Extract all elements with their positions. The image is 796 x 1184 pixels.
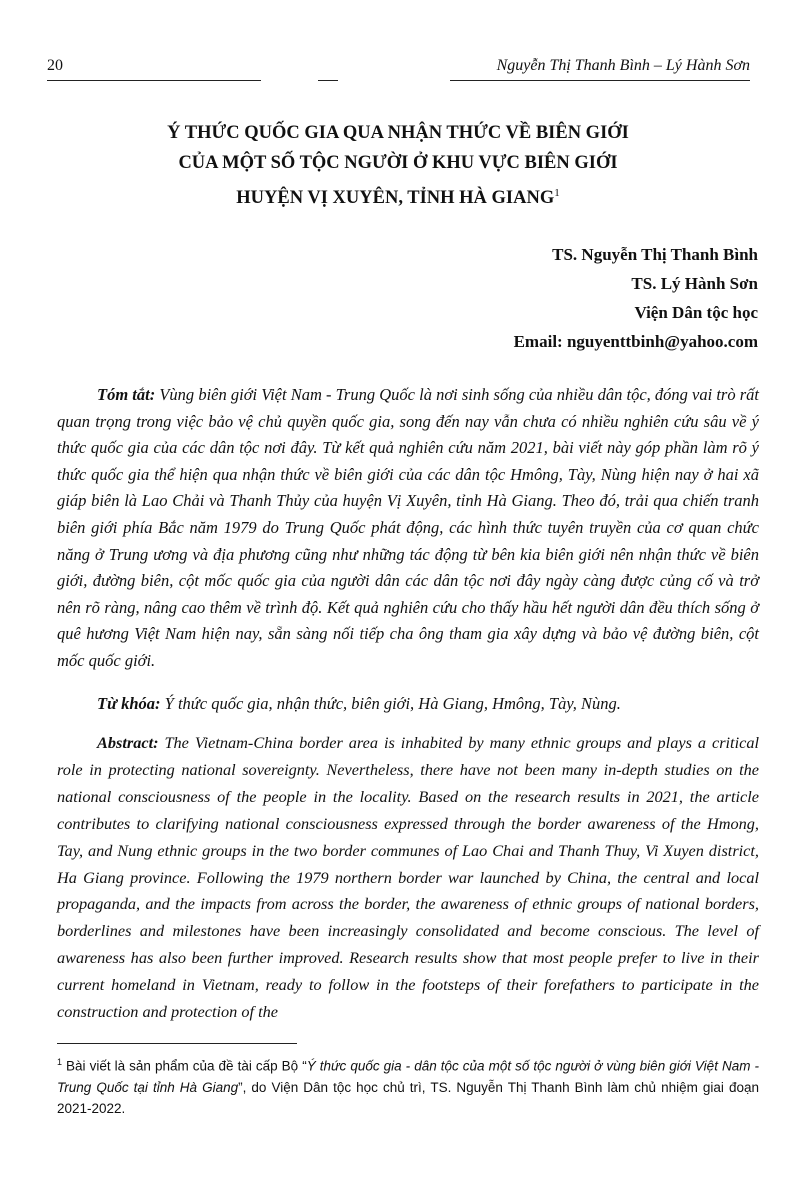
- author-block: [514, 240, 758, 356]
- header-rule: [450, 80, 750, 81]
- page-number: 20: [47, 57, 63, 74]
- header-rule: [318, 80, 338, 81]
- keywords-label: Từ khóa:: [97, 694, 161, 713]
- abstract-text: Vùng biên giới Việt Nam - Trung Quốc là nơi sinh sống của nhiều dân tộc, đóng vai trò rất quan trọng trong việc bảo vệ chủ quyền quốc gia, song đến nay vẫn chưa có nhiều nghiên cứu sâu về ý thức quốc gia của các dân tộc nơi đây. Từ kết quả nghiên cứu năm 2021, bài viết này góp phần làm rõ ý thức quốc gia thể hiện qua nhận thức về biên giới của các dân tộc Hmông, Tày, Nùng hiện nay ở hai xã giáp biên là Lao Chải và Thanh Thủy của huyện Vị Xuyên, tỉnh Hà Giang. Theo đó, trải qua chiến tranh biên giới phía Bắc năm 1979 do Trung Quốc phát động, các hình thức tuyên truyền của cơ quan chức năng ở Trung ương và địa phương cũng như những tác động từ bên kia biên giới nên nhận thức về biên giới, đường biên, cột mốc quốc gia của người dân các dân tộc nơi đây ngày càng được củng cố và trở nên rõ ràng, nâng cao thêm về trình độ. Kết quả nghiên cứu cho thấy hầu hết người dân đều thích sống ở quê hương Việt Nam hiện nay, sẵn sàng nối tiếp cha ông tham gia xây dựng và bảo vệ đường biên, cột mốc quốc giới.: [57, 385, 759, 670]
- title-line: HUYỆN VỊ XUYÊN, TỈNH HÀ GIANG$^1$: [236, 187, 560, 209]
- footnote-text: ”, do Viện Dân tộc học chủ trì, TS. Nguyễn Thị Thanh Bình làm chủ nhiệm giai đoạn 2021-2022.: [57, 1079, 759, 1116]
- abstract-label: Tóm tắt:: [97, 385, 156, 404]
- affiliation: Viện Dân tộc học: [634, 303, 758, 322]
- abstract-text: The Vietnam-China border area is inhabited by many ethnic groups and plays a critical role in protecting national sovereignty. Nevertheless, there have not been many in-depth studies on the national consciousness of the people in the locality. Based on the research results in 2021, the article contributes to clarifying national consciousness expressed through the border awareness of the Hmong, Tay, and Nung ethnic groups in the two border communes of Lao Chai and Thanh Thuy, Vi Xuyen district, Ha Giang province. Following the 1979 northern border war launched by China, the central and local propaganda, and the impacts from across the border, the awareness of ethnic groups of national borders, borderlines and milestones have been increasingly consolidated and become conscious. The level of awareness has also been further improved. Research results show that most people prefer to live in their current homeland in Vietnam, ready to follow in the footsteps of their forefathers to participate in the construction and protection of the: [57, 733, 759, 1022]
- running-header-authors: Nguyễn Thị Thanh Bình – Lý Hành Sơn: [496, 57, 750, 74]
- author-email[interactable]: Email: nguyenttbinh@yahoo.com: [513, 332, 758, 351]
- header-rule: [47, 80, 261, 81]
- footnote-rule: [57, 1043, 297, 1044]
- keywords-text: Ý thức quốc gia, nhận thức, biên giới, Hà Giang, Hmông, Tày, Nùng.: [160, 694, 621, 713]
- title-line: Ý THỨC QUỐC GIA QUA NHẬN THỨC VỀ BIÊN GIỚI: [167, 123, 629, 143]
- abstract-english: [57, 730, 759, 1026]
- footnote: [57, 1052, 759, 1119]
- author-name: TS. Lý Hành Sơn: [631, 274, 758, 293]
- title-line: CỦA MỘT SỐ TỘC NGƯỜI Ở KHU VỰC BIÊN GIỚI: [178, 153, 618, 173]
- author-name: TS. Nguyễn Thị Thanh Bình: [552, 245, 758, 264]
- footnote-text: Bài viết là sản phẩm của đề tài cấp Bộ “: [62, 1058, 307, 1074]
- abstract-vietnamese: [57, 382, 759, 675]
- abstract-label: Abstract:: [97, 733, 159, 752]
- keywords: [57, 691, 759, 718]
- footnote-project-title: Ý thức quốc gia - dân tộc của một số tộc người ở vùng biên giới Việt Nam - Trung Quốc tại tỉnh Hà Giang: [57, 1058, 759, 1095]
- footnote-reference[interactable]: 1: [554, 187, 560, 199]
- article-title: [40, 118, 756, 213]
- footnote-mark: 1: [57, 1057, 63, 1067]
